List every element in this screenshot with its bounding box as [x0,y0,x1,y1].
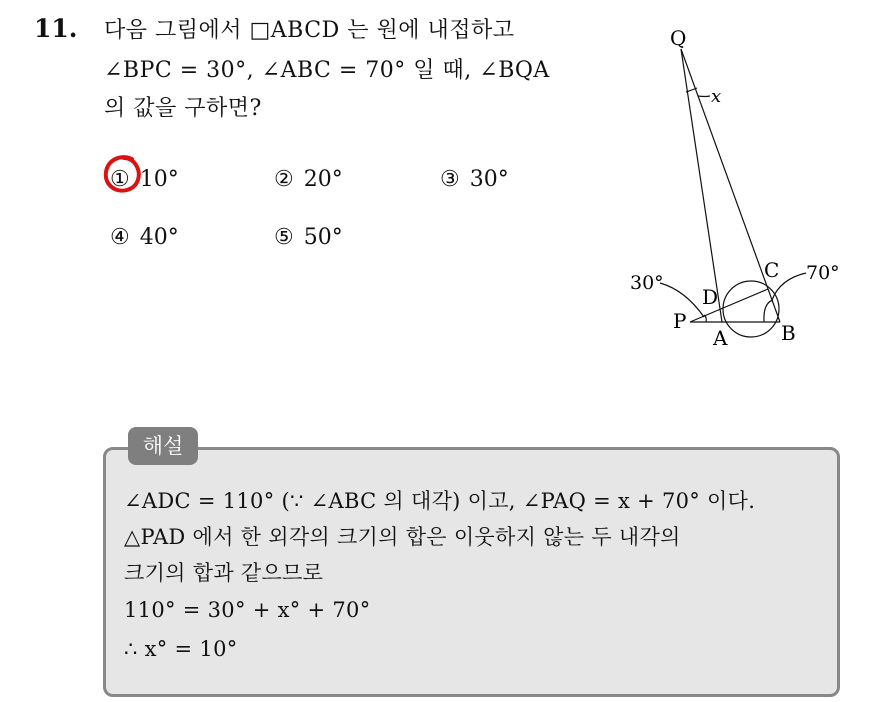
label-q: Q [670,26,687,50]
option-number: ⑤ [274,225,294,250]
line-q-a [681,49,722,322]
option-number: ④ [110,225,130,250]
label-angle-p: 30° [630,272,664,294]
option-3[interactable] [440,167,509,192]
answer-mark-icon [102,153,144,195]
circumcircle [723,281,779,337]
option-text: 20° [303,167,343,192]
leader-30 [660,283,704,317]
label-a: A [713,326,728,350]
label-p: P [673,309,687,333]
option-5[interactable] [274,225,343,250]
question-number: 11. [34,14,78,43]
option-number: ③ [440,167,460,192]
solution-line-4: 110° = 30° + x° + 70° [124,598,371,622]
option-4[interactable] [110,225,179,250]
option-text: 10° [139,167,179,192]
solution-line-3: 크기의 합과 같으므로 [124,561,324,585]
label-d: D [702,285,719,309]
angle-arc-x-icon [686,88,697,92]
label-angle-b: 70° [806,262,840,284]
leader-x [698,96,710,97]
option-text: 50° [303,225,343,250]
option-text: 30° [469,167,509,192]
label-x: x [711,86,722,107]
question-line-2: ∠BPC = 30°, ∠ABC = 70° 일 때, ∠BQA [104,58,550,83]
label-b: B [781,321,796,345]
solution-label: 해설 [128,427,198,465]
option-number: ② [274,167,294,192]
leader-70 [772,273,806,300]
question-line-3: 의 값을 구하면? [104,96,262,121]
option-2[interactable] [274,167,343,192]
solution-line-5: ∴ x° = 10° [124,637,238,661]
line-q-b [681,49,780,322]
option-number: ① [110,167,130,192]
solution-line-2: △PAD 에서 한 외각의 크기의 합은 이웃하지 않는 두 내각의 [124,525,681,549]
angle-arc-p-icon [704,315,706,322]
solution-line-1: ∠ADC = 110° (∵ ∠ABC 의 대각) 이고, ∠PAQ = x + 70° 이다. [124,489,756,513]
angle-arc-b-icon [764,300,773,322]
question-line-1: 다음 그림에서 □ABCD 는 원에 내접하고 [104,18,515,43]
option-text: 40° [139,225,179,250]
line-p-c [690,289,768,322]
label-c: C [764,258,780,282]
